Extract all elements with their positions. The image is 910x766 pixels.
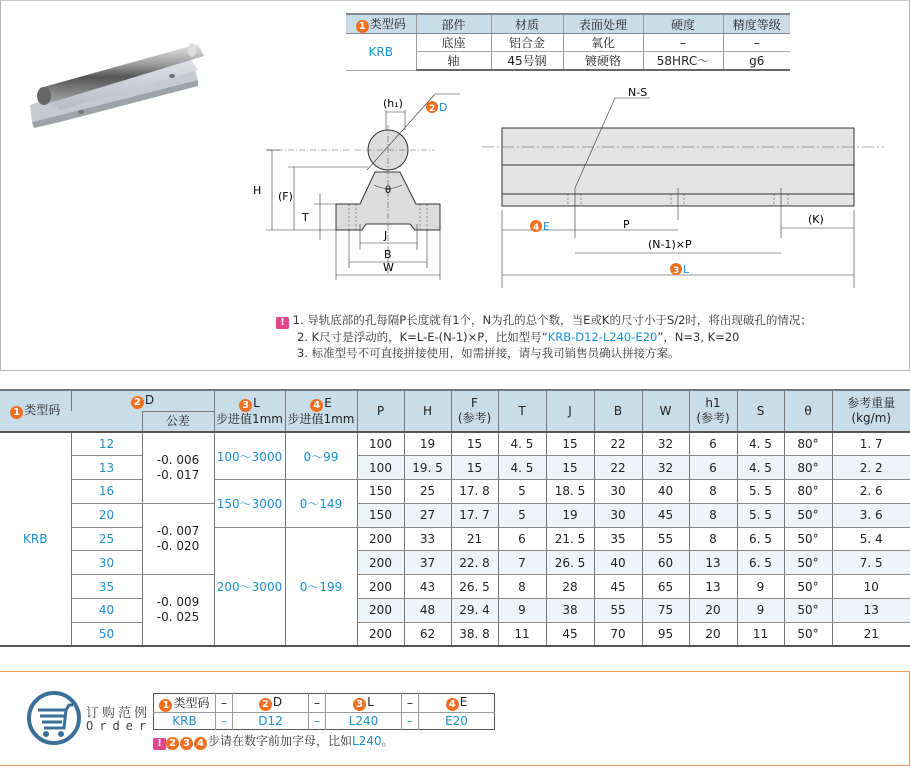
shopping-cart-icon: [26, 690, 82, 746]
header-t: T: [498, 390, 546, 432]
mat-header-precision: 精度等级: [723, 14, 790, 34]
h-cell: 37: [404, 551, 451, 575]
svg-text:D: D: [439, 101, 448, 114]
s-cell: 11: [737, 622, 784, 646]
f-cell: 15: [451, 456, 498, 480]
h1-cell: 13: [689, 551, 737, 575]
tolerance-cell: -0. 009 -0. 025: [142, 575, 214, 646]
j-cell: 15: [546, 456, 594, 480]
separator: –: [402, 713, 419, 730]
theta-cell: 80°: [784, 432, 832, 456]
theta-cell: 80°: [784, 480, 832, 504]
j-cell: 38: [546, 599, 594, 623]
svg-text:P: P: [623, 218, 630, 231]
b-cell: 30: [594, 503, 642, 527]
order-note: ! 2 3 4 步请在数字前加字母，比如L240。: [153, 732, 394, 750]
svg-text:4: 4: [533, 223, 540, 233]
l-range-cell: 150～3000: [214, 480, 285, 528]
s-cell: 9: [737, 599, 784, 623]
front-view-drawing: [250, 90, 460, 280]
t-cell: 6: [498, 527, 546, 551]
theta-cell: 50°: [784, 527, 832, 551]
f-cell: 15: [451, 432, 498, 456]
mat-cell: 轴: [416, 52, 491, 71]
order-value-e: E20: [419, 713, 495, 730]
d-cell: 30: [71, 551, 142, 575]
h1-cell: 8: [689, 480, 737, 504]
t-cell: 4. 5: [498, 432, 546, 456]
weight-cell: 2. 2: [832, 456, 910, 480]
weight-cell: 7. 5: [832, 551, 910, 575]
svg-text:J: J: [384, 229, 388, 242]
header-weight: 参考重量 (kg/m): [832, 390, 910, 432]
w-cell: 65: [642, 575, 689, 599]
d-cell: 35: [71, 575, 142, 599]
weight-cell: 1. 7: [832, 432, 910, 456]
svg-text:2: 2: [429, 104, 436, 114]
p-cell: 150: [357, 480, 404, 504]
mat-cell: 45号钢: [491, 52, 563, 71]
header-b: B: [594, 390, 642, 432]
header-e: 4 E 步进值1mm: [285, 390, 357, 432]
b-cell: 55: [594, 599, 642, 623]
mat-header-type-code: 1 类型码: [346, 14, 416, 34]
header-l: 3 L 步进值1mm: [214, 390, 285, 432]
j-cell: 28: [546, 575, 594, 599]
svg-text:B: B: [384, 248, 392, 261]
s-cell: 5. 5: [737, 480, 784, 504]
p-cell: 100: [357, 456, 404, 480]
weight-cell: 13: [832, 599, 910, 623]
separator: –: [216, 694, 233, 713]
h-cell: 48: [404, 599, 451, 623]
p-cell: 150: [357, 503, 404, 527]
w-cell: 32: [642, 432, 689, 456]
d-cell: 50: [71, 622, 142, 646]
t-cell: 11: [498, 622, 546, 646]
weight-cell: 5. 4: [832, 527, 910, 551]
h-cell: 43: [404, 575, 451, 599]
h1-cell: 8: [689, 503, 737, 527]
f-cell: 17. 7: [451, 503, 498, 527]
mat-cell: 底座: [416, 34, 491, 52]
mat-header-surface: 表面处理: [563, 14, 643, 34]
order-header-d: 2 D: [233, 694, 309, 713]
w-cell: 32: [642, 456, 689, 480]
e-range-cell: 0～149: [285, 480, 357, 528]
b-cell: 45: [594, 575, 642, 599]
f-cell: 29. 4: [451, 599, 498, 623]
f-cell: 26. 5: [451, 575, 498, 599]
mat-cell: g6: [723, 52, 790, 71]
separator: –: [216, 713, 233, 730]
svg-text:N-S: N-S: [628, 88, 648, 99]
t-cell: 5: [498, 480, 546, 504]
h-cell: 25: [404, 480, 451, 504]
b-cell: 70: [594, 622, 642, 646]
mat-cell: –: [643, 34, 723, 52]
header-j: J: [546, 390, 594, 432]
separator: –: [309, 694, 326, 713]
t-cell: 9: [498, 599, 546, 623]
svg-text:W: W: [383, 261, 394, 274]
h1-cell: 6: [689, 456, 737, 480]
svg-text:(N-1)×P: (N-1)×P: [648, 238, 692, 251]
warning-icon: !: [276, 317, 289, 329]
h1-cell: 20: [689, 622, 737, 646]
h-cell: 19: [404, 432, 451, 456]
b-cell: 40: [594, 551, 642, 575]
l-range-cell: 200～3000: [214, 527, 285, 646]
header-d: 2 D: [71, 390, 214, 411]
j-cell: 45: [546, 622, 594, 646]
w-cell: 75: [642, 599, 689, 623]
weight-cell: 21: [832, 622, 910, 646]
j-cell: 15: [546, 432, 594, 456]
svg-text:E: E: [543, 220, 550, 233]
mat-cell: 氧化: [563, 34, 643, 52]
theta-cell: 50°: [784, 503, 832, 527]
j-cell: 26. 5: [546, 551, 594, 575]
weight-cell: 10: [832, 575, 910, 599]
theta-cell: 50°: [784, 575, 832, 599]
svg-text:θ: θ: [385, 185, 392, 196]
warning-icon: !: [153, 738, 166, 750]
theta-cell: 80°: [784, 456, 832, 480]
order-subtitle: Order: [86, 719, 153, 733]
b-cell: 22: [594, 456, 642, 480]
model-example: KRB-D12-L240-E20: [547, 330, 658, 344]
d-cell: 40: [71, 599, 142, 623]
p-cell: 200: [357, 599, 404, 623]
separator: –: [309, 713, 326, 730]
h-cell: 33: [404, 527, 451, 551]
spec-table: [0, 389, 910, 647]
order-example-table: [153, 693, 495, 730]
order-title: 订购范例: [86, 706, 151, 721]
s-cell: 4. 5: [737, 432, 784, 456]
j-cell: 18. 5: [546, 480, 594, 504]
p-cell: 200: [357, 527, 404, 551]
svg-text:(F): (F): [278, 190, 293, 203]
p-cell: 200: [357, 575, 404, 599]
f-cell: 21: [451, 527, 498, 551]
h1-cell: 20: [689, 599, 737, 623]
p-cell: 200: [357, 551, 404, 575]
d-cell: 12: [71, 432, 142, 456]
mat-header-hardness: 硬度: [643, 14, 723, 34]
w-cell: 55: [642, 527, 689, 551]
d-cell: 25: [71, 527, 142, 551]
header-h: H: [404, 390, 451, 432]
svg-text:(h₁): (h₁): [383, 97, 403, 110]
mat-cell: 镀硬铬: [563, 52, 643, 71]
t-cell: 8: [498, 575, 546, 599]
j-cell: 19: [546, 503, 594, 527]
t-cell: 7: [498, 551, 546, 575]
mat-header-part: 部件: [416, 14, 491, 34]
mat-header-material: 材质: [491, 14, 563, 34]
tolerance-cell: -0. 006 -0. 017: [142, 432, 214, 503]
header-tolerance: 公差: [142, 411, 214, 432]
d-cell: 16: [71, 480, 142, 504]
order-value-type: KRB: [172, 714, 197, 728]
p-cell: 100: [357, 432, 404, 456]
p-cell: 200: [357, 622, 404, 646]
w-cell: 95: [642, 622, 689, 646]
theta-cell: 50°: [784, 622, 832, 646]
w-cell: 40: [642, 480, 689, 504]
h1-cell: 6: [689, 432, 737, 456]
b-cell: 22: [594, 432, 642, 456]
svg-text:T: T: [302, 211, 309, 224]
header-type-code: 1 类型码: [0, 390, 71, 432]
h-cell: 27: [404, 503, 451, 527]
s-cell: 9: [737, 575, 784, 599]
linear-rail-product-image: [20, 20, 220, 140]
b-cell: 35: [594, 527, 642, 551]
theta-cell: 50°: [784, 599, 832, 623]
header-f: F (参考): [451, 390, 498, 432]
tolerance-cell: -0. 007 -0. 020: [142, 503, 214, 574]
h1-cell: 8: [689, 527, 737, 551]
e-range-cell: 0～199: [285, 527, 357, 646]
s-cell: 5. 5: [737, 503, 784, 527]
mat-cell: –: [723, 34, 790, 52]
s-cell: 4. 5: [737, 456, 784, 480]
mat-type-code: KRB: [346, 34, 416, 71]
separator: –: [402, 694, 419, 713]
svg-text:(K): (K): [808, 213, 824, 226]
h-cell: 19. 5: [404, 456, 451, 480]
d-cell: 13: [71, 456, 142, 480]
note-1: ! 1. 导轨底部的孔每隔P长度就有1个，N为孔的总个数，当E或K的尺寸小于S/2时，将出现破孔的情况；: [276, 312, 812, 329]
note-3: 3. 标准型号不可直接拼接使用，如需拼接，请与我司销售员确认拼接方案。: [297, 346, 680, 360]
svg-text:L: L: [683, 263, 690, 276]
j-cell: 21. 5: [546, 527, 594, 551]
f-cell: 17. 8: [451, 480, 498, 504]
mat-cell: 58HRC～: [643, 52, 723, 71]
svg-text:H: H: [253, 184, 262, 197]
type-code-cell: KRB: [0, 432, 71, 646]
notes-block: [276, 312, 812, 361]
header-theta: θ: [784, 390, 832, 432]
note-2: 2. K尺寸是浮动的，K=L-E-(N-1)×P，比如型号“KRB-D12-L240-E20”，N=3, K=20: [297, 330, 740, 344]
order-header-e: 4 E: [419, 694, 495, 713]
svg-text:3: 3: [673, 266, 680, 276]
order-value-d: D12: [233, 713, 309, 730]
s-cell: 6. 5: [737, 527, 784, 551]
s-cell: 6. 5: [737, 551, 784, 575]
order-value-l: L240: [326, 713, 402, 730]
t-cell: 4. 5: [498, 456, 546, 480]
weight-cell: 3. 6: [832, 503, 910, 527]
h1-cell: 13: [689, 575, 737, 599]
b-cell: 30: [594, 480, 642, 504]
header-s: S: [737, 390, 784, 432]
side-view-drawing: [480, 88, 900, 288]
header-w: W: [642, 390, 689, 432]
l-range-cell: 100～3000: [214, 432, 285, 480]
material-table: [346, 13, 790, 71]
header-h1: h1 (参考): [689, 390, 737, 432]
w-cell: 60: [642, 551, 689, 575]
weight-cell: 2. 6: [832, 480, 910, 504]
theta-cell: 50°: [784, 551, 832, 575]
w-cell: 45: [642, 503, 689, 527]
e-range-cell: 0～99: [285, 432, 357, 480]
header-p: P: [357, 390, 404, 432]
header-d-blank: [71, 411, 142, 432]
d-cell: 20: [71, 503, 142, 527]
f-cell: 38. 8: [451, 622, 498, 646]
order-header-type: 1 类型码: [154, 694, 216, 713]
order-header-l: 3 L: [326, 694, 402, 713]
t-cell: 5: [498, 503, 546, 527]
mat-cell: 铝合金: [491, 34, 563, 52]
h-cell: 62: [404, 622, 451, 646]
f-cell: 22. 8: [451, 551, 498, 575]
